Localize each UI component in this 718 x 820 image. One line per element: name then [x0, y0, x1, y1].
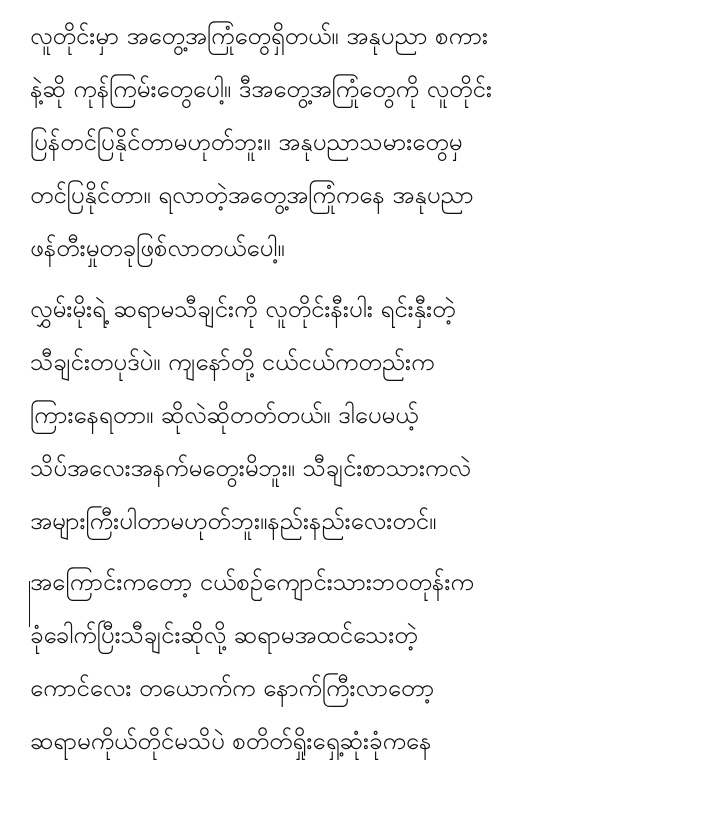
text-line: နဲ့ဆို ကုန်ကြမ်းတွေပေါ့။ ဒီအတွေ့အကြုံတွေကို လူတိုင်း [30, 75, 492, 103]
text-line: ဖန်တီးမှုတခုဖြစ်လာတယ်ပေါ့။ [30, 234, 285, 262]
text-line: ကြားနေရတာ။ ဆိုလဲဆိုတတ်တယ်။ ဒါပေမယ့် [30, 401, 419, 429]
paragraph-2 [30, 283, 700, 548]
document-body [30, 10, 700, 768]
text-line: ခုံခေါက်ပြီးသီချင်းဆိုလို့ ဆရာမအထင်သေးတဲ့ [30, 621, 418, 649]
text-line: ဆရာမကိုယ်တိုင်မသိပဲ စတိတ်ရှိုးရှေ့ဆုံးခုံကနေ [30, 727, 432, 755]
paragraph-3[interactable] [30, 556, 700, 768]
text-line: အကြောင်းကတော့ ငယ်စဉ်ကျောင်းသားဘဝတုန်းက [30, 568, 474, 596]
text-line: အများကြီးပါတာမဟုတ်ဘူး။နည်းနည်းလေးတင်။ [30, 507, 437, 535]
text-line: ကောင်လေး တယောက်က နောက်ကြီးလာတော့ [30, 674, 435, 702]
text-line: သီချင်းတပုဒ်ပဲ။ ကျနော်တို့ ငယ်ငယ်ကတည်းက [30, 348, 435, 376]
text-line: လူတိုင်းမှာ အတွေ့အကြုံတွေရှိတယ်။ အနုပညာ စကား [30, 22, 488, 50]
text-line: သိပ်အလေးအနက်မတွေးမိဘူး။ သီချင်းစာသားကလဲ [30, 454, 471, 482]
paragraph-1 [30, 10, 700, 275]
text-line: ပြန်တင်ပြနိုင်တာမဟုတ်ဘူး။ အနုပညာသမားတွေမှ [30, 128, 463, 156]
text-cursor [29, 581, 30, 627]
text-line: တင်ပြနိုင်တာ။ ရလာတဲ့အတွေ့အကြုံကနေ အနုပညာ [30, 181, 474, 209]
text-line: လွှမ်းမိုးရဲ့ ဆရာမသီချင်းကို လူတိုင်းနီးပါး ရင်းနှီးတဲ့ [30, 295, 456, 323]
